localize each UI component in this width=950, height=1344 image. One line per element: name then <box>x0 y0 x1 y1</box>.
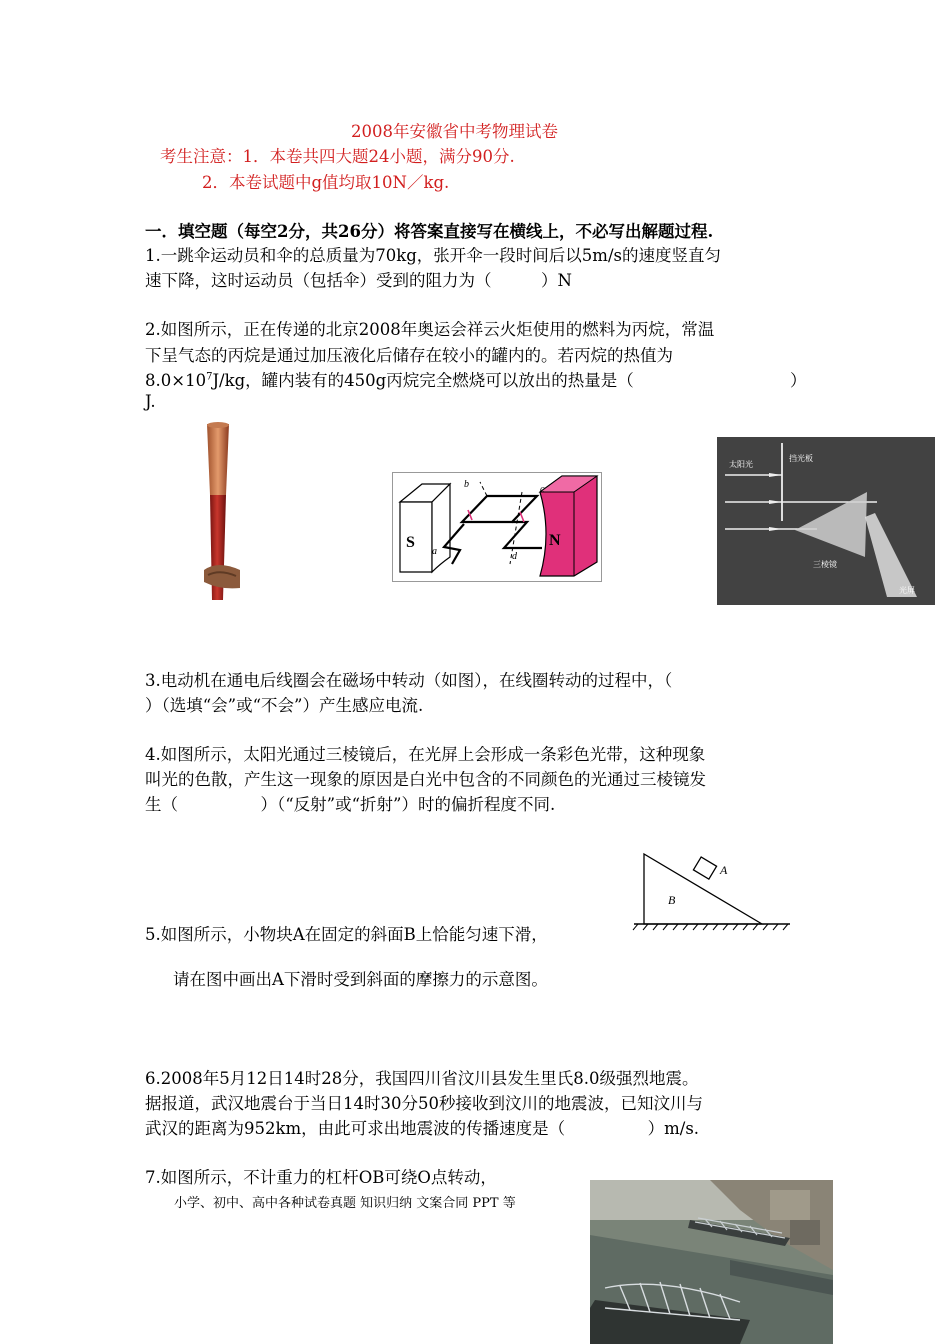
q2-line-3 <box>145 367 634 391</box>
notice-line-1: 考生注意：1．本卷共四大题24小题，满分90分. <box>160 147 515 166</box>
motor-label-d: d <box>512 551 517 562</box>
q1-line-1: 1.一跳伞运动员和伞的总质量为70kg，张开伞一段时间后以5m/s的速度竖直匀 <box>145 246 721 265</box>
q2-line-1: 2.如图所示，正在传递的北京2008年奥运会祥云火炬使用的燃料为丙烷，常温 <box>145 320 715 339</box>
q5-line-2: 请在图中画出A下滑时受到斜面的摩擦力的示意图。 <box>173 970 548 989</box>
motor-label-a: a <box>432 546 437 557</box>
incline-label-b: B <box>668 893 676 907</box>
motor-label-b: b <box>464 479 469 490</box>
motor-label-s: S <box>406 534 415 551</box>
prism-label-screen: 光屏 <box>899 586 915 595</box>
prism-label-board: 挡光板 <box>789 454 813 463</box>
q2-value-b: J/kg，罐内装有的450g丙烷完全燃烧可以放出的热量是（ <box>212 371 634 390</box>
q2-value-a: 8.0×10 <box>145 371 207 390</box>
q2-close-paren: ） <box>790 371 807 390</box>
q6-line-2: 据报道，武汉地震台于当日14时30分50秒接收到汶川的地震波，已知汶川与 <box>145 1094 703 1113</box>
prism-label-sunlight: 太阳光 <box>729 460 753 469</box>
footer-text: 小学、初中、高中各种试卷真题 知识归纳 文案合同 PPT 等 <box>174 1196 516 1211</box>
q6-line-1: 6.2008年5月12日14时28分，我国四川省汶川县发生里氏8.0级强烈地震。 <box>145 1069 699 1088</box>
torch-image <box>198 420 253 605</box>
motor-label-n: N <box>549 532 561 549</box>
q4-line-2: 叫光的色散，产生这一现象的原因是白光中包含的不同颜色的光通过三棱镜发 <box>145 770 706 789</box>
q6-line-3: 武汉的距离为952km，由此可求出地震波的传播速度是（ ）m/s. <box>145 1119 700 1138</box>
notice-line-2: 2．本卷试题中g值均取10N／kg. <box>202 173 450 192</box>
bridge-photo <box>590 1180 833 1344</box>
q2-line-2: 下呈气态的丙烷是通过加压液化后储存在较小的罐内的。若丙烷的热值为 <box>145 346 673 365</box>
incline-diagram <box>632 850 792 934</box>
q4-line-1: 4.如图所示，太阳光通过三棱镜后，在光屏上会形成一条彩色光带，这种现象 <box>145 745 706 764</box>
motor-label-c: c <box>540 484 545 495</box>
q1-line-2: 速下降，这时运动员（包括伞）受到的阻力为（ ）N <box>145 271 572 290</box>
q3-line-2: ）（选填“会”或“不会”）产生感应电流. <box>145 696 424 715</box>
page-title: 2008年安徽省中考物理试卷 <box>351 122 558 141</box>
q5-line-1: 5.如图所示，小物块A在固定的斜面B上恰能匀速下滑， <box>145 925 548 944</box>
q2-line-4: J. <box>145 392 156 411</box>
prism-label-prism: 三棱镜 <box>813 560 837 569</box>
incline-label-a: A <box>720 863 728 877</box>
prism-photo <box>717 437 935 605</box>
q2-exponent: 7 <box>206 371 213 383</box>
q7-line-1: 7.如图所示，不计重力的杠杆OB可绕O点转动， <box>145 1168 497 1187</box>
section-heading: 一．填空题（每空2分，共26分）将答案直接写在横线上，不必写出解题过程. <box>145 222 714 241</box>
motor-diagram <box>392 472 602 582</box>
q4-line-3: 生（ ）（“反射”或“折射”）时的偏折程度不同. <box>145 795 556 814</box>
q3-line-1: 3.电动机在通电后线圈会在磁场中转动（如图），在线圈转动的过程中，（ <box>145 671 673 690</box>
